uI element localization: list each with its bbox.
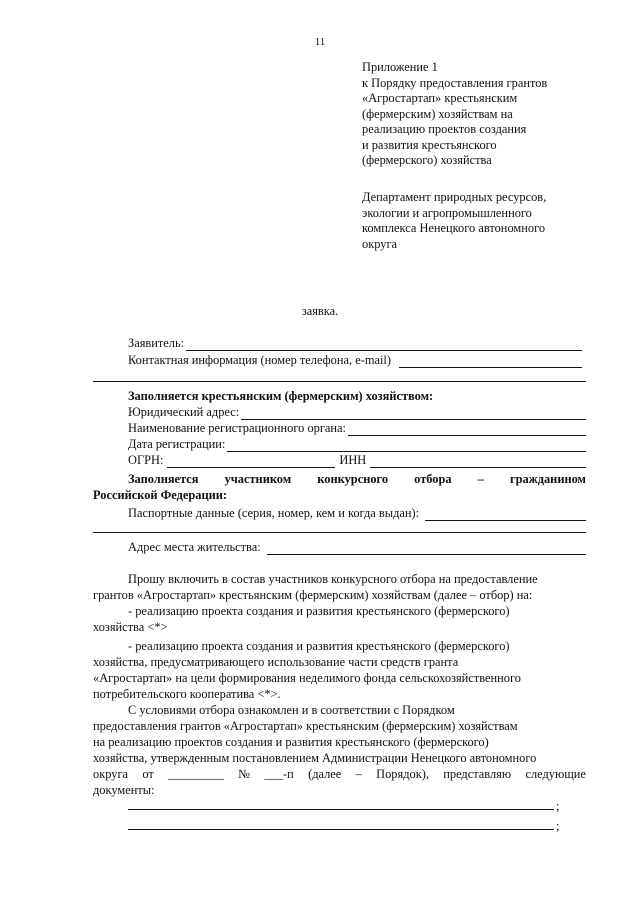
conditions-line-4: хозяйства, утвержденным постановлением Администрации Ненецкого автономного xyxy=(93,751,537,765)
option-1-line-1 xyxy=(128,603,586,619)
word: (далее xyxy=(308,767,342,781)
appendix-line: реализацию проектов создания xyxy=(362,122,527,136)
department-line: экологии и агропромышленного xyxy=(362,205,532,220)
option-1-text: - реализацию проекта создания и развития крестьянского (фермерского) xyxy=(128,604,510,618)
conditions-line-6: документы: xyxy=(93,783,155,797)
conditions-line-3: на реализацию проектов создания и развития крестьянского (фермерского) xyxy=(93,735,489,749)
word: – xyxy=(355,767,362,781)
applicant-row xyxy=(128,335,582,351)
applicant-field[interactable] xyxy=(186,338,582,351)
number-blank[interactable]: ___-п xyxy=(264,767,294,781)
contact-row xyxy=(128,352,582,368)
ogrn-label: ОГРН: xyxy=(128,453,164,467)
word: от xyxy=(142,767,154,781)
ogrn-inn-row xyxy=(128,452,586,468)
heading-word: участником xyxy=(224,472,292,486)
heading-word: – xyxy=(477,472,484,486)
appendix-reference xyxy=(362,60,622,169)
residence-label: Адрес места жительства: xyxy=(128,540,261,554)
passport-label: Паспортные данные (серия, номер, кем и когда выдан): xyxy=(128,506,420,520)
legal-address-row xyxy=(128,404,586,420)
department-line: Департамент природных ресурсов, xyxy=(362,190,547,204)
applicant-label: Заявитель: xyxy=(128,336,185,350)
appendix-line: (фермерского) хозяйства xyxy=(362,153,492,167)
passport-row xyxy=(128,505,586,521)
passport-field[interactable] xyxy=(425,508,586,521)
document-entry-line[interactable] xyxy=(128,829,554,830)
option-2-line-1: - реализацию проекта создания и развития крестьянского (фермерского) xyxy=(128,639,510,653)
word: Порядок), xyxy=(376,767,429,781)
conditions-line-1: С условиями отбора ознакомлен и в соответствии с Порядком xyxy=(128,703,455,717)
registrar-field[interactable] xyxy=(348,423,586,436)
option-2-line-2: хозяйства, предусматривающего использование части средств гранта xyxy=(93,655,459,669)
registrar-label: Наименование регистрационного органа: xyxy=(128,421,346,435)
request-line-2: грантов «Агростартап» крестьянским (фермерским) хозяйствам (далее – отбор) на: xyxy=(93,588,533,602)
document-title: заявка. xyxy=(301,304,339,318)
heading-word: гражданином xyxy=(510,472,586,486)
list-semicolon: ; xyxy=(556,799,560,813)
reg-date-field[interactable] xyxy=(227,439,586,452)
registrar-row xyxy=(128,420,586,436)
heading-word: отбора xyxy=(414,472,452,486)
word: представляю xyxy=(443,767,512,781)
passport-continuation-line[interactable] xyxy=(93,532,586,533)
conditions-line-2: предоставления грантов «Агростартап» крестьянским (фермерским) хозяйствам xyxy=(93,719,518,733)
list-semicolon: ; xyxy=(556,819,560,833)
residence-row xyxy=(128,539,586,555)
reg-date-label: Дата регистрации: xyxy=(128,437,226,451)
appendix-line: (фермерским) хозяйствам на xyxy=(362,106,513,121)
option-2-line-3: «Агростартап» на цели формирования неделимого фонда сельскохозяйственного xyxy=(93,671,521,685)
date-blank[interactable]: _________ xyxy=(168,767,224,781)
citizen-heading-line2: Российской Федерации: xyxy=(93,488,228,502)
appendix-line: и развития крестьянского xyxy=(362,137,497,152)
word: следующие xyxy=(525,767,586,781)
appendix-line: «Агростартап» крестьянским xyxy=(362,91,518,105)
word: округа xyxy=(93,767,129,781)
inn-label: ИНН xyxy=(339,453,367,467)
department-line: комплекса Ненецкого автономного xyxy=(362,221,546,235)
legal-address-field[interactable] xyxy=(241,407,586,420)
contact-field[interactable] xyxy=(399,355,582,368)
citizen-section-heading xyxy=(128,471,586,487)
residence-field[interactable] xyxy=(267,542,586,555)
option-2-line-4: потребительского кооператива <*>. xyxy=(93,687,281,701)
heading-word: конкурсного xyxy=(317,472,389,486)
appendix-line: Приложение 1 xyxy=(362,60,438,74)
department-line: округа xyxy=(362,236,398,251)
heading-word: Заполняется xyxy=(128,472,199,486)
ogrn-field[interactable] xyxy=(167,455,335,468)
document-entry-line[interactable] xyxy=(128,809,554,810)
full-width-blank-line[interactable] xyxy=(93,381,586,382)
legal-address-label: Юридический адрес: xyxy=(128,405,240,419)
option-1-line-2: хозяйства <*> xyxy=(93,620,168,634)
request-line-1: Прошу включить в состав участников конкурсного отбора на предоставление xyxy=(128,572,538,586)
page-number: 11 xyxy=(314,36,326,48)
farm-section-heading: Заполняется крестьянским (фермерским) хозяйством: xyxy=(128,389,434,403)
word: № xyxy=(238,767,251,781)
conditions-line-5 xyxy=(93,766,586,782)
reg-date-row xyxy=(128,436,586,452)
appendix-line: к Порядку предоставления грантов xyxy=(362,75,548,90)
contact-label: Контактная информация (номер телефона, e-mail) xyxy=(128,353,391,367)
addressee-department xyxy=(362,190,622,252)
inn-field[interactable] xyxy=(370,455,586,468)
